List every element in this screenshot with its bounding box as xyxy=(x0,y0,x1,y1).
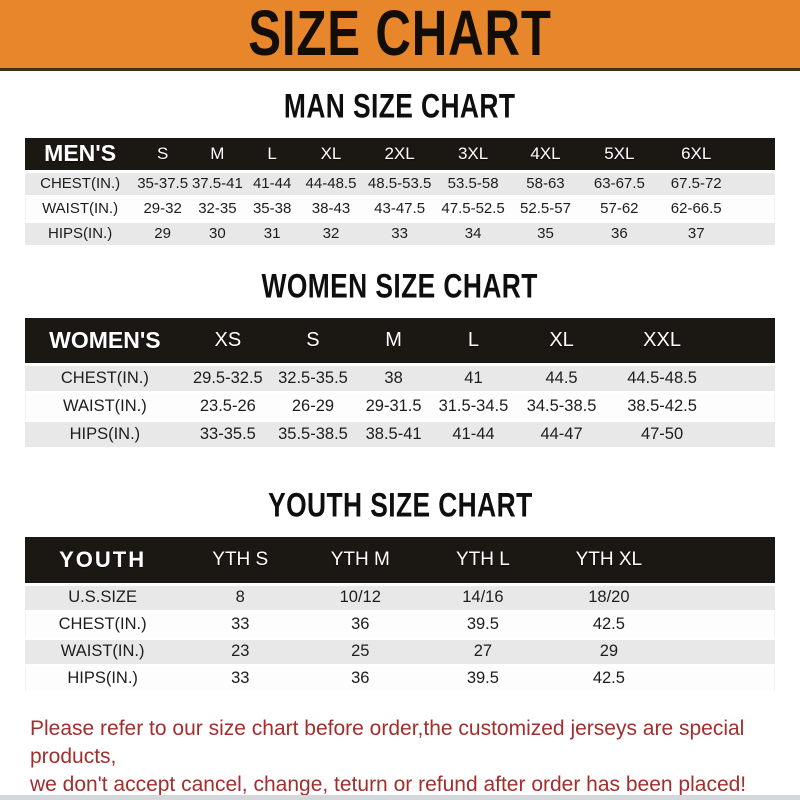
size-value: 23 xyxy=(231,642,250,660)
size-column-header: YTH XL xyxy=(575,548,643,570)
size-column-header: YTH S xyxy=(212,548,269,570)
table-row xyxy=(25,611,775,638)
row-label: CHEST(IN.) xyxy=(60,369,149,387)
spacer-cell xyxy=(672,638,775,665)
size-value: 57-62 xyxy=(600,200,639,217)
banner-title: SIZE CHART xyxy=(248,0,552,69)
size-value: 38.5-41 xyxy=(365,425,422,443)
size-value: 27 xyxy=(473,642,493,660)
men-section-heading: MAN SIZE CHART xyxy=(284,86,516,125)
row-label: WAIST(IN.) xyxy=(60,642,145,660)
footer-disclaimer-line2: we don't accept cancel, change, teturn or refund after order has been placed! xyxy=(30,772,747,796)
row-label: WAIST(IN.) xyxy=(63,397,147,415)
size-column-header: 4XL xyxy=(530,143,561,163)
size-column-header: YTH L xyxy=(455,548,510,570)
size-value: 33 xyxy=(391,225,408,242)
size-value: 18/20 xyxy=(588,588,630,606)
table-header-row xyxy=(25,537,775,584)
size-value: 29 xyxy=(599,642,619,660)
table-row xyxy=(25,638,775,665)
size-column-header: 2XL xyxy=(384,143,415,163)
row-label: HIPS(IN.) xyxy=(48,225,113,242)
size-value: 31 xyxy=(263,225,281,242)
size-value: 47.5-52.5 xyxy=(441,200,505,217)
size-value: 38 xyxy=(384,369,403,387)
size-value: 35.5-38.5 xyxy=(278,425,348,443)
row-label: U.S.SIZE xyxy=(68,588,137,606)
row-label: CHEST(IN.) xyxy=(58,615,147,633)
table-title-cell: WOMEN'S xyxy=(49,326,161,353)
spacer-cell xyxy=(735,196,775,221)
size-value: 44.5-48.5 xyxy=(627,369,697,387)
size-value: 32-35 xyxy=(198,200,237,217)
women-size-table xyxy=(25,318,775,451)
size-value: 44-48.5 xyxy=(305,175,357,192)
size-value: 30 xyxy=(209,225,226,242)
size-value: 38-43 xyxy=(311,200,351,217)
size-value: 33-35.5 xyxy=(199,425,256,443)
table-row xyxy=(25,365,775,393)
bottom-edge-strip xyxy=(0,795,800,800)
size-value: 37 xyxy=(687,225,705,242)
table-row xyxy=(25,221,775,246)
size-column-header: XL xyxy=(320,143,342,163)
men-section xyxy=(0,87,800,248)
size-value: 44-47 xyxy=(540,425,583,443)
youth-size-table xyxy=(25,537,775,694)
size-value: 29-31.5 xyxy=(365,397,422,415)
size-chart-banner xyxy=(0,0,800,71)
spacer-cell xyxy=(672,537,775,584)
size-column-header: M xyxy=(210,143,225,163)
size-value: 33 xyxy=(231,669,250,687)
size-column-header: M xyxy=(385,328,402,351)
spacer-cell xyxy=(735,138,775,171)
table-row xyxy=(25,421,775,449)
spacer-cell xyxy=(672,584,775,611)
size-value: 48.5-53.5 xyxy=(367,175,432,192)
size-column-header: XXL xyxy=(643,328,681,351)
size-value: 14/16 xyxy=(462,588,504,606)
size-value: 29-32 xyxy=(143,200,182,217)
size-column-header: 6XL xyxy=(681,143,712,163)
size-value: 39.5 xyxy=(466,669,499,687)
size-value: 36 xyxy=(351,615,370,633)
table-row xyxy=(25,584,775,611)
size-value: 35-38 xyxy=(252,200,292,217)
size-value: 41-44 xyxy=(252,175,292,192)
size-value: 33 xyxy=(231,615,250,633)
women-section xyxy=(0,267,800,451)
youth-section xyxy=(0,486,800,694)
size-column-header: L xyxy=(267,143,277,163)
size-value: 39.5 xyxy=(466,615,499,633)
size-column-header: S xyxy=(306,328,320,351)
size-value: 31.5-34.5 xyxy=(438,397,509,415)
spacer-cell xyxy=(672,611,775,638)
size-value: 23.5-26 xyxy=(199,397,256,415)
table-row xyxy=(25,393,775,421)
size-value: 43-47.5 xyxy=(374,200,426,217)
size-value: 32 xyxy=(322,225,340,242)
spacer-cell xyxy=(716,318,775,365)
table-header-row xyxy=(25,138,775,171)
size-value: 36 xyxy=(351,669,370,687)
spacer-cell xyxy=(716,393,775,421)
size-value: 25 xyxy=(351,642,370,660)
spacer-cell xyxy=(735,221,775,246)
size-value: 38.5-42.5 xyxy=(627,397,697,415)
size-value: 63-67.5 xyxy=(593,175,645,192)
size-value: 26-29 xyxy=(291,397,335,415)
women-section-heading: WOMEN SIZE CHART xyxy=(261,265,539,305)
size-value: 29.5-32.5 xyxy=(193,369,263,387)
size-value: 42.5 xyxy=(592,669,625,687)
size-value: 37.5-41 xyxy=(191,175,243,192)
size-value: 58-63 xyxy=(526,175,565,192)
size-value: 35-37.5 xyxy=(137,175,189,192)
row-label: CHEST(IN.) xyxy=(40,175,121,192)
size-column-header: S xyxy=(156,143,169,163)
size-value: 52.5-57 xyxy=(520,200,571,217)
spacer-cell xyxy=(716,421,775,449)
size-column-header: XS xyxy=(214,328,242,351)
table-row xyxy=(25,196,775,221)
size-column-header: 3XL xyxy=(457,143,489,163)
spacer-cell xyxy=(716,365,775,393)
size-column-header: YTH M xyxy=(330,548,390,570)
table-title-cell: YOUTH xyxy=(59,546,147,572)
size-value: 67.5-72 xyxy=(670,175,722,192)
men-size-table xyxy=(25,138,775,248)
size-value: 35 xyxy=(537,225,554,242)
size-value: 8 xyxy=(235,588,245,606)
table-title-cell: MEN'S xyxy=(44,140,117,167)
size-value: 34.5-38.5 xyxy=(526,397,597,415)
row-label: WAIST(IN.) xyxy=(42,200,119,217)
spacer-cell xyxy=(672,665,775,692)
table-header-row xyxy=(25,318,775,365)
size-value: 10/12 xyxy=(339,588,381,606)
footer-disclaimer-line1: Please refer to our size chart before order,the customized jerseys are special products, xyxy=(30,716,745,768)
size-column-header: L xyxy=(467,328,479,351)
size-value: 41-44 xyxy=(452,425,495,443)
size-value: 42.5 xyxy=(592,615,625,633)
size-column-header: 5XL xyxy=(604,143,635,163)
row-label: HIPS(IN.) xyxy=(67,669,138,687)
size-value: 44.5 xyxy=(545,369,578,387)
size-value: 53.5-58 xyxy=(447,175,499,192)
youth-section-heading: YOUTH SIZE CHART xyxy=(267,485,533,524)
table-row xyxy=(25,665,775,692)
size-value: 34 xyxy=(464,225,482,242)
size-value: 32.5-35.5 xyxy=(278,369,348,387)
size-value: 36 xyxy=(611,225,628,242)
size-value: 41 xyxy=(464,369,483,387)
size-column-header: XL xyxy=(549,328,574,351)
spacer-cell xyxy=(735,171,775,196)
size-value: 29 xyxy=(154,225,171,242)
size-value: 62-66.5 xyxy=(670,200,722,217)
footer-disclaimer xyxy=(30,715,782,799)
row-label: HIPS(IN.) xyxy=(69,425,141,443)
table-row xyxy=(25,171,775,196)
size-value: 47-50 xyxy=(640,425,684,443)
